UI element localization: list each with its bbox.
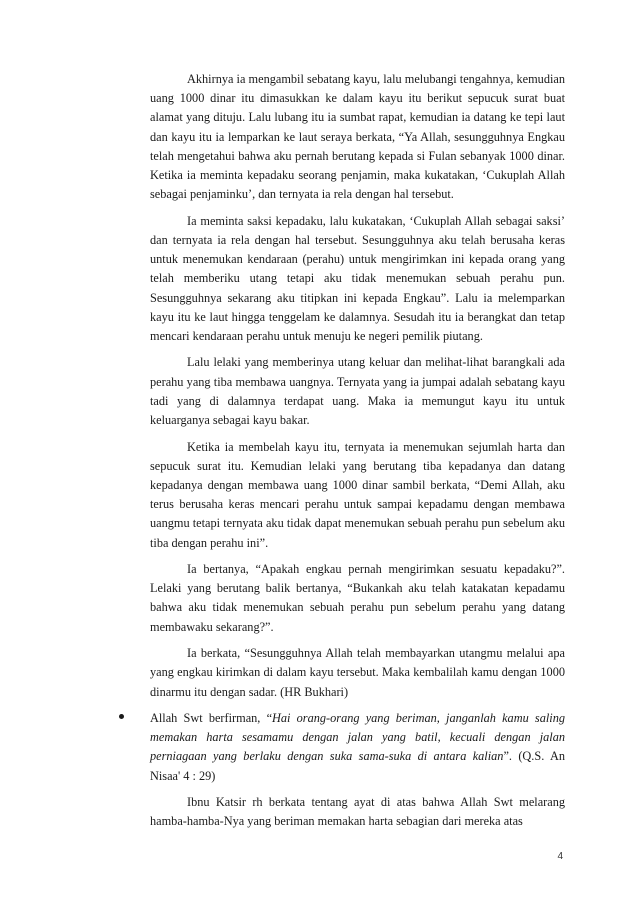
paragraph-2: Ia meminta saksi kepadaku, lalu kukatakan, ‘Cukuplah Allah sebagai saksi’ dan ternyata ia rela dengan hal tersebut. Sesungguhnya aku telah berusaha keras untuk menemukan kendaraan (perahu) untuk mengirimkan ini kepada orang yang telah memberiku utang tetapi aku tidak menemukan sebuah perahu pun. Sesungguhnya sekarang aku titipkan ini kepada Engkau”. Lalu ia melemparkan kayu itu ke laut hingga tenggelam ke dalamnya. Sesudah itu ia berangkat dan tetap mencari kendaraan perahu untuk menuju ke negeri pemilik piutang. — [150, 213, 565, 343]
bullet-text — [150, 709, 565, 786]
paragraph-4: Ketika ia membelah kayu itu, ternyata ia menemukan sejumlah harta dan sepucuk surat itu. Kemudian lelaki yang berutang tiba kepadanya dan datang kepadanya dengan membawa uang 1000 dinar sambil berkata, “Demi Allah, aku terus berusaha keras mencari perahu untuk sampai kepadamu dengan membawa uangmu tetapi ternyata aku tidak dapat menemukan sebuah perahu pun sebelum aku tiba dengan perahu ini”. — [150, 439, 565, 550]
verse-italic-text: Hai orang-orang yang beriman, janganlah kamu saling memakan harta sesamamu dengan jalan yang batil, kecuali dengan jalan perniagaan yang berlaku dengan suka sama-suka di antara kalian — [150, 711, 565, 764]
paragraph-1: Akhirnya ia mengambil sebatang kayu, lalu melubangi tengahnya, kemudian uang 1000 dinar itu dimasukkan ke dalam kayu itu berikut sepucuk surat buat alamat yang dituju. Lalu lubang itu ia sumbat rapat, kemudian ia datang ke tepi laut dan kayu itu ia lemparkan ke laut seraya berkata, “Ya Allah, sesungguhnya Engkau telah mengetahui bahwa aku pernah berutang kepada si Fulan sebanyak 1000 dinar. Ketika ia meminta kepadaku seorang penjamin, maka kukatakan, ‘Cukuplah Allah sebagai penjaminku’, dan ternyata ia rela dengan hal tersebut. — [150, 72, 565, 202]
paragraph-6: Ia berkata, “Sesungguhnya Allah telah membayarkan utangmu melalui apa yang engkau kirimkan di dalam kayu tersebut. Maka kembalilah kamu dengan 1000 dinarmu itu dengan sadar. (HR Bukhari) — [150, 646, 565, 699]
paragraph-3: Lalu lelaki yang memberinya utang keluar dan melihat-lihat barangkali ada perahu yang tiba membawa uangnya. Ternyata yang ia jumpai adalah sebatang kayu tadi yang di dalamnya terdapat uang. Maka ia memungut kayu itu untuk keluarganya sebagai kayu bakar. — [150, 355, 565, 428]
bullet-item-quran-verse — [150, 709, 565, 786]
page-number: 4 — [557, 851, 563, 862]
page-body — [150, 70, 565, 839]
paragraph-5: Ia bertanya, “Apakah engkau pernah mengirimkan sesuatu kepadaku?”. Lelaki yang berutang balik bertanya, “Bukankah aku telah katakatan kepadamu bahwa aku tidak menemukan sebuah perahu pun sebelum perahu yang datang membawaku sekarang?”. — [150, 562, 565, 634]
paragraph-7: Ibnu Katsir rh berkata tentang ayat di atas bahwa Allah Swt melarang hamba-hamba-Nya yang beriman memakan harta sebagian dari mereka atas — [150, 795, 565, 829]
bullet-citation-text: ”. (Q.S. An Nisaa' 4 : 29) — [150, 749, 565, 783]
bullet-icon — [119, 714, 124, 719]
bullet-lead-text: Allah Swt berfirman, “ — [150, 711, 273, 726]
